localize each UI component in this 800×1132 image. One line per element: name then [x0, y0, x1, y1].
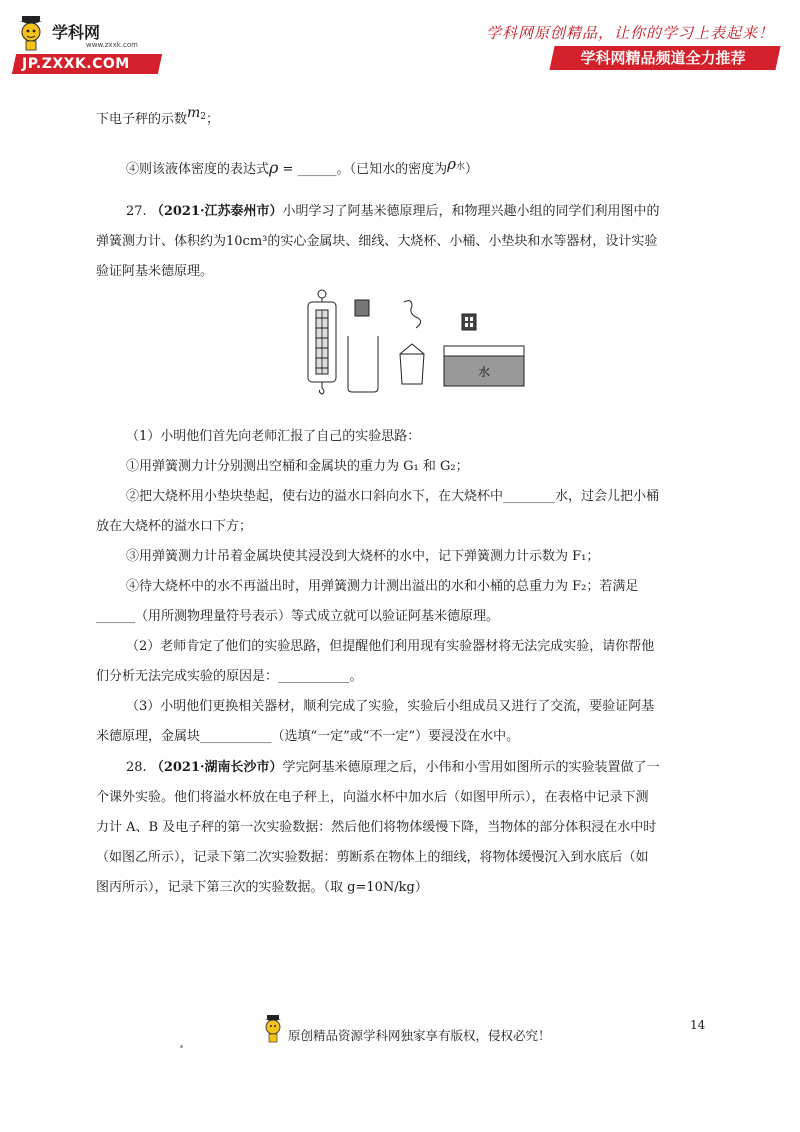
- sub-question-3-cont: 米德原理，金属块___________（选填“一定”或“不一定”）要浸没在水中。: [96, 729, 520, 744]
- line-density-expression: [126, 155, 478, 177]
- symbol-rho: ρ: [269, 158, 279, 177]
- answer-blank[interactable]: ______: [297, 162, 337, 177]
- logo-banner-text: JP.ZXXK.COM: [22, 56, 130, 72]
- text-segment: 学完阿基米德原理之后，小伟和小雪用如图所示的实验装置做了一: [282, 760, 660, 775]
- header-banner-text: 学科网精品频道全力推荐: [580, 49, 746, 67]
- step-intro: （1）小明他们首先向老师汇报了自己的实验思路：: [126, 429, 421, 444]
- question-27-line-1: [126, 200, 660, 219]
- question-source: （2021·江苏泰州市）: [150, 204, 283, 219]
- sub-question-3: （3）小明他们更换相关器材，顺利完成了实验，实验后小组成员又进行了交流，要验证阿基: [126, 699, 655, 714]
- thread-icon: [404, 301, 421, 328]
- equals-sign: =: [278, 162, 298, 177]
- question-number: 27.: [126, 204, 147, 219]
- text-segment: 小明学习了阿基米德原理后，和物理兴趣小组的同学们利用图中的: [282, 204, 660, 219]
- spring-scale-icon: [308, 290, 336, 394]
- metal-block-icon: [355, 300, 369, 316]
- header-slogan: 学科网原创精品，让你的学习上表起来！: [485, 24, 774, 42]
- step-3: ③用弹簧测力计吊着金属块使其浸没到大烧杯的水中，记下弹簧测力计示数为 F₁；: [126, 549, 600, 564]
- water-label: 水: [477, 365, 491, 379]
- zxxk-logo: [14, 14, 164, 74]
- footer-dot: [180, 1045, 183, 1048]
- mascot-icon: [16, 14, 46, 52]
- text-segment: ）: [464, 162, 478, 177]
- line-m2: [96, 105, 220, 127]
- subscript: 水: [455, 162, 465, 172]
- question-27-line-2: 弹簧测力计、体积约为10cm³的实心金属块、细线、大烧杯、小桶、小垫块和水等器材，设计实验: [96, 234, 658, 249]
- copyright-notice: 原创精品资源学科网独家享有版权，侵权必究！: [288, 1028, 551, 1043]
- logo-url: www.zxxk.com: [86, 41, 138, 49]
- logo-title: 学科网: [52, 23, 101, 42]
- text-segment: ；: [206, 112, 220, 127]
- question-27-line-3: 验证阿基米德原理。: [96, 264, 214, 279]
- page-header: [0, 0, 800, 80]
- page-number: 14: [690, 1018, 706, 1032]
- question-28-line-3: 力计 A、B 及电子秤的第一次实验数据：然后他们将物体缓慢下降，当物体的部分体积浸在水中时: [96, 820, 657, 835]
- text-segment: ④则该液体密度的表达式: [126, 162, 270, 177]
- question-number: 28.: [126, 760, 147, 775]
- sub-question-2: （2）老师肯定了他们的实验思路，但提醒他们利用现有实验器材将无法完成实验，请你帮他: [126, 639, 655, 654]
- sub-question-2-cont: 们分析无法完成实验的原因是：___________。: [96, 669, 363, 684]
- symbol-rho: ρ: [447, 155, 456, 173]
- text-segment: 。（已知水的密度为: [336, 162, 448, 177]
- page-footer: [262, 1014, 602, 1054]
- step-2: ②把大烧杯用小垫块垫起，使右边的溢水口斜向水下，在大烧杯中________水，过会儿把小桶: [126, 489, 660, 504]
- mascot-icon: [262, 1014, 284, 1046]
- step-4-cont: ______（用所测物理量符号表示）等式成立就可以验证阿基米德原理。: [96, 609, 500, 624]
- small-pad-icon: [462, 314, 476, 330]
- small-bucket-icon: [400, 344, 424, 384]
- subscript: 2: [200, 112, 207, 122]
- step-4: ④待大烧杯中的水不再溢出时，用弹簧测力计测出溢出的水和小桶的总重力为 F₂；若满足: [126, 579, 639, 594]
- question-28-line-4: （如图乙所示），记录下第二次实验数据：剪断系在物体上的细线，将物体缓慢沉入到水底后（如: [96, 850, 649, 865]
- question-28-line-5: 图丙所示），记录下第三次的实验数据。（取 g=10N/kg）: [96, 880, 428, 895]
- step-1: ①用弹簧测力计分别测出空桶和金属块的重力为 G₁ 和 G₂；: [126, 459, 469, 474]
- symbol-m: m: [187, 105, 201, 121]
- apparatus-figure: [300, 288, 530, 398]
- empty-beaker-icon: [348, 336, 378, 392]
- question-28-line-2: 个课外实验。他们将溢水杯放在电子秤上，向溢水杯中加水后（如图甲所示），在表格中记录下测: [96, 790, 649, 805]
- step-2-cont: 放在大烧杯的溢水口下方；: [96, 519, 253, 534]
- question-28-line-1: [126, 756, 660, 775]
- question-source: （2021·湖南长沙市）: [150, 760, 283, 775]
- text-segment: 下电子秤的示数: [96, 112, 188, 127]
